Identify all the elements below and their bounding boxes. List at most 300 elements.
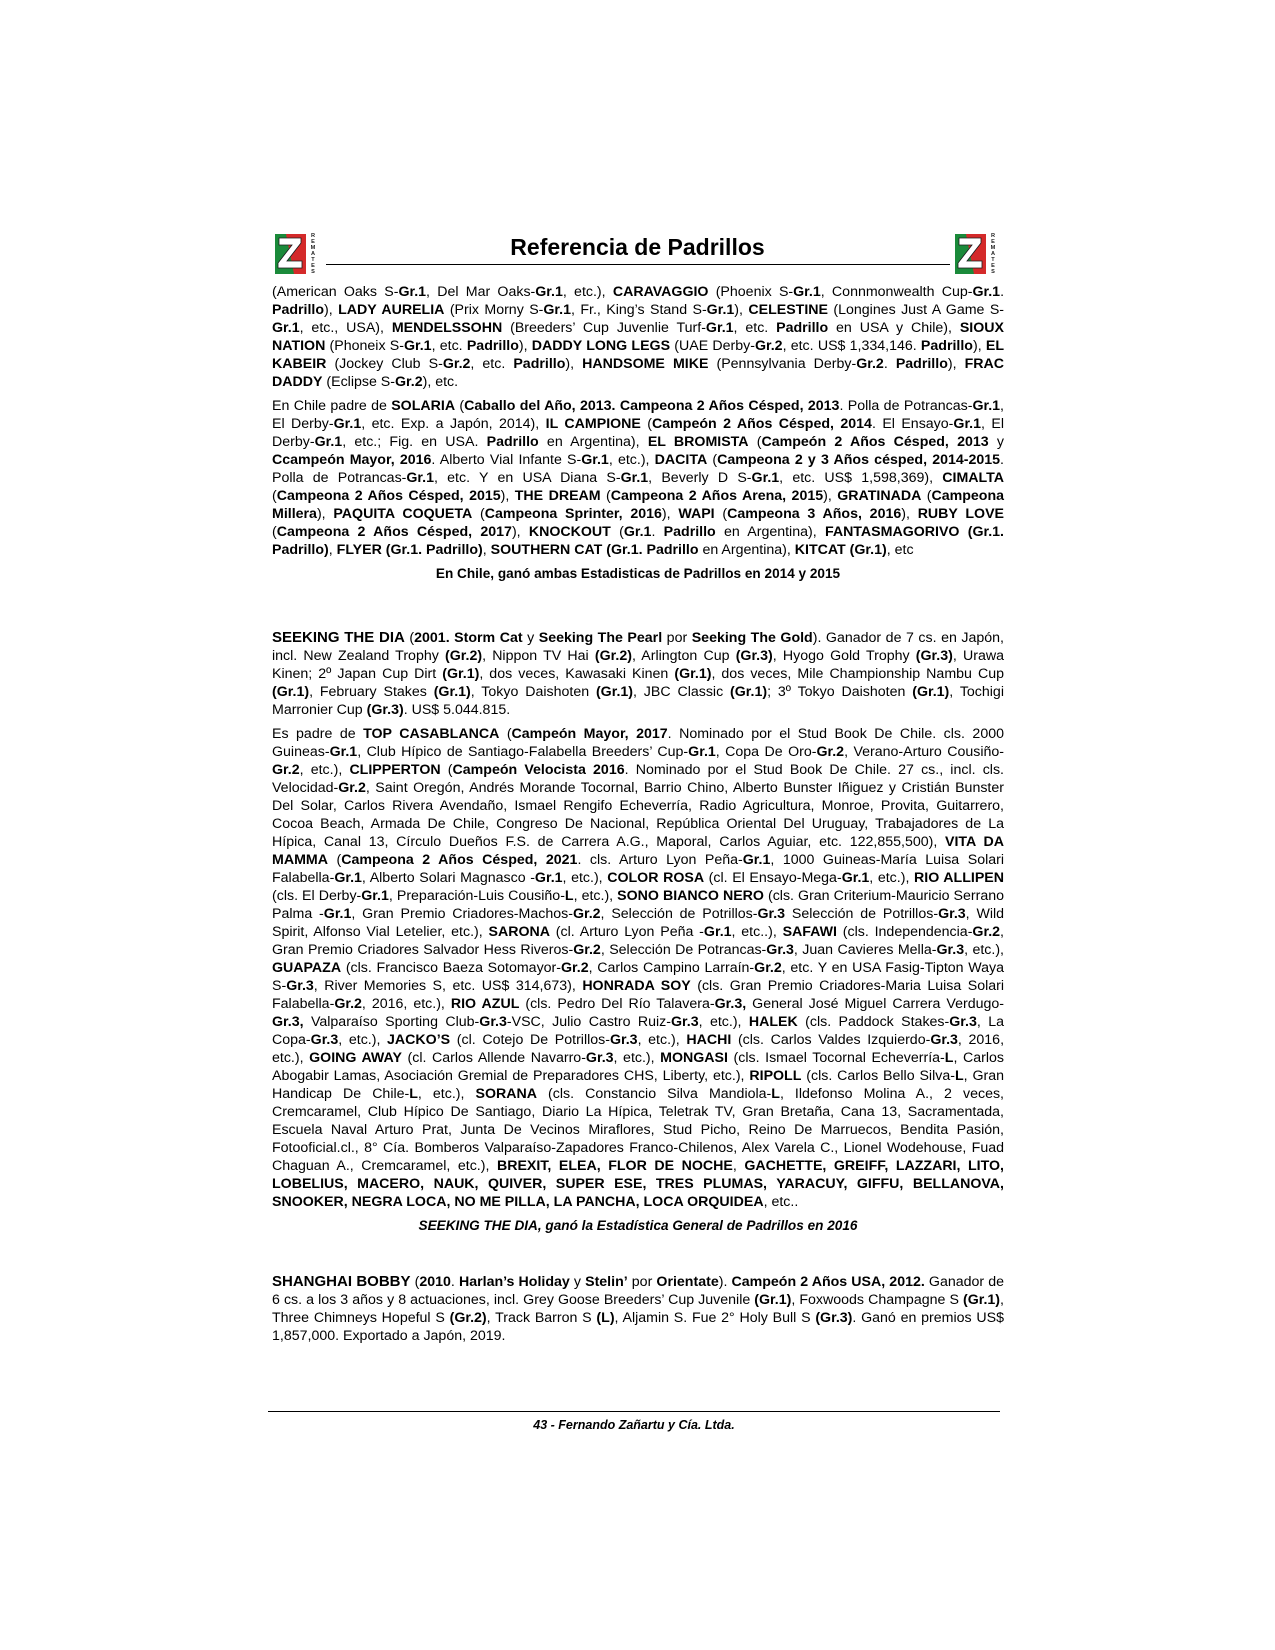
text-run: por — [662, 630, 692, 646]
bold-text: Seeking The Gold — [691, 630, 813, 646]
text-run: , etc.), — [964, 942, 1004, 958]
bold-text: GRATINADA — [837, 488, 922, 504]
document-body — [272, 283, 1004, 1351]
text-run: , Gran Premio Criadores-Machos- — [351, 906, 573, 922]
text-run: , etc.), — [562, 284, 613, 300]
bold-text: Padrillo — [663, 524, 716, 540]
bold-text: KITCAT (Gr.1) — [794, 542, 887, 558]
text-run: , etc.), — [869, 870, 914, 886]
text-run: ( — [472, 506, 485, 522]
bold-text: Gr.3 — [938, 906, 966, 922]
bold-text: Campeona 2 Años Arena, 2015 — [610, 488, 824, 504]
remates-logo-icon — [952, 228, 1002, 278]
bold-text: Gr.2 — [754, 960, 782, 976]
text-run: , Aljamin S. Fue 2° Holy Bull S — [614, 1310, 816, 1326]
bold-text: Gr.1 — [323, 906, 352, 922]
text-run: En Chile padre de — [272, 398, 392, 414]
text-run: ( — [921, 488, 932, 504]
text-run: Es padre de — [272, 726, 364, 742]
text-run: , 1000 Guineas-María Luisa Solari Falabella- — [272, 852, 1004, 886]
bold-text: Gr.1 — [272, 320, 300, 336]
text-run: , Connmonwealth Cup- — [820, 284, 973, 300]
bold-text: SAFAWI — [782, 924, 837, 940]
bold-text: Gr.1 — [406, 470, 434, 486]
bold-text: Gr.3, — [272, 1014, 304, 1030]
bold-text: Gr.1 — [688, 744, 716, 760]
text-run: , etc. US$ 1,598,369), — [779, 470, 943, 486]
text-run: , El Derby- — [272, 416, 1004, 450]
bold-text: (Gr.1) — [433, 684, 471, 700]
text-run: (Phoneix S- — [325, 338, 404, 354]
text-run: ), — [324, 302, 339, 318]
text-run: , etc.), — [698, 1014, 749, 1030]
text-run: , Urawa Kinen; 2º Japan Cup Dirt — [272, 648, 1004, 682]
text-run: , etc. Exp. a Japón, 2014), — [361, 416, 546, 432]
text-run: , Tokyo Daishoten — [470, 684, 596, 700]
bold-text: L — [564, 888, 574, 904]
bold-text: Gr.3 — [936, 942, 965, 958]
text-run: ( — [714, 506, 728, 522]
text-run: , — [482, 542, 491, 558]
text-run: , etc. — [733, 320, 777, 336]
bold-text: Campeona 2 Años Césped, 2015 — [276, 488, 501, 504]
bold-text: Gr.3 — [609, 1032, 638, 1048]
bold-text: (Gr.1) — [730, 684, 768, 700]
bold-text: SARONA — [488, 924, 550, 940]
text-run: (Eclipse S- — [322, 374, 395, 390]
text-run: , Selección De Potrancas- — [600, 942, 767, 958]
bold-text: SOLARIA — [391, 398, 456, 414]
text-run: , River Memories S, etc. US$ 314,673), — [313, 978, 583, 994]
text-run: , dos veces, Mile Championship Nambu Cup — [711, 666, 1004, 682]
text-run: , Wild Spirit, Alfonso Vial Letelier, etc.), — [272, 906, 1005, 940]
bold-text: KNOCKOUT — [528, 524, 611, 540]
remates-logo-icon — [272, 228, 322, 278]
footer-divider — [268, 1411, 1000, 1412]
text-run: , Juan Cavieres Mella- — [793, 942, 937, 958]
text-run: ), etc. — [422, 374, 459, 390]
svg-text:S: S — [991, 269, 995, 275]
bold-text: SIOUX NATION — [272, 320, 1004, 354]
bold-text: EL KABEIR — [272, 338, 1004, 372]
svg-text:R: R — [990, 233, 996, 239]
bold-text: IL CAMPIONE — [545, 416, 641, 432]
bold-text: FANTASMAGORIVO (Gr.1. Padrillo) — [272, 524, 1004, 558]
remates-logo — [952, 228, 1002, 278]
bold-text: Ccampeón Mayor, 2016 — [272, 452, 432, 468]
svg-text:E: E — [311, 239, 315, 245]
text-run: , Copa De Oro- — [715, 744, 817, 760]
bold-text: Gr.1 — [334, 870, 362, 886]
text-run: Selección de Potrillos- — [785, 906, 939, 922]
bold-text: Padrillo — [513, 356, 566, 372]
bold-text: (Gr.1) — [962, 1292, 1001, 1308]
text-run: en USA y Chile), — [828, 320, 960, 336]
bold-text: Gr.2 — [754, 338, 783, 354]
bold-text: JACKO’S — [387, 1032, 451, 1048]
text-run: . Polla de Potrancas- — [272, 452, 1004, 486]
text-run: , etc., USA), — [299, 320, 392, 336]
bold-text: Orientate — [656, 1274, 719, 1290]
text-run: ), — [901, 506, 918, 522]
text-run: , 2016, etc.), — [361, 996, 451, 1012]
bold-text: TOP CASABLANCA — [363, 726, 500, 742]
text-run: . cls. Arturo Lyon Peña- — [577, 852, 743, 868]
sire-entry — [272, 629, 1004, 719]
text-run: . US$ 5.044.815. — [403, 702, 511, 718]
text-run: , February Stakes — [309, 684, 434, 700]
bold-text: Padrillo — [895, 356, 948, 372]
text-run: ), — [565, 356, 583, 372]
text-run: , Selección de Potrillos- — [600, 906, 758, 922]
header-divider — [326, 264, 950, 265]
bold-text: COLOR ROSA — [607, 870, 705, 886]
bold-text: MENDELSSOHN — [391, 320, 503, 336]
text-run: , Carlos Abogabir Lamas, Asociación Gremial de Preparadores CHS, Liberty, etc.), — [272, 1050, 1004, 1084]
bold-text: (Gr.2) — [594, 648, 632, 664]
sire-name: SHANGHAI BOBBY — [272, 1273, 411, 1290]
text-run: , etc. US$ 1,334,146. — [782, 338, 921, 354]
bold-text: DACITA — [654, 452, 708, 468]
text-run: . Nominado por el Stud Book De Chile. 27 cs., incl. cls. Velocidad- — [272, 762, 1004, 796]
bold-text: Seeking The Pearl — [538, 630, 663, 646]
page-footer: 43 - Fernando Zañartu y Cía. Ltda. — [533, 1418, 735, 1432]
bold-text: Gr.3 — [286, 978, 314, 994]
text-run: , JBC Classic — [633, 684, 731, 700]
bold-text: Gr.1 — [581, 452, 609, 468]
text-run: (cls. Carlos Bello Silva- — [801, 1068, 955, 1084]
bold-text: Campeona 2 y 3 Años césped, 2014-2015 — [717, 452, 1001, 468]
bold-text: Gr.1 — [953, 416, 982, 432]
text-run: , etc.), — [562, 870, 608, 886]
text-run: (Prix Morny S- — [444, 302, 544, 318]
text-run: ), — [511, 524, 529, 540]
bold-text: Gr.3 — [930, 1032, 958, 1048]
text-run: , El Derby- — [272, 398, 1004, 432]
text-run: (cls. El Derby- — [272, 888, 362, 904]
text-run: (cl. Arturo Lyon Peña - — [549, 924, 704, 940]
bold-text: Gr.1 — [841, 870, 870, 886]
text-run: , Foxwoods Champagne S — [791, 1292, 963, 1308]
text-run: y — [569, 1274, 586, 1290]
text-run: por — [627, 1274, 657, 1290]
text-run: (cls. Constancio Silva Mandiola- — [537, 1086, 772, 1102]
text-run: , Beverly D S- — [648, 470, 752, 486]
svg-text:M: M — [990, 245, 996, 251]
section-spacer — [272, 1241, 1004, 1273]
svg-text:S: S — [311, 269, 315, 275]
bold-text: Gr.3 — [585, 1050, 614, 1066]
bold-text: RIO ALLIPEN — [914, 870, 1004, 886]
text-run: (cl. El Ensayo-Mega- — [704, 870, 842, 886]
bold-text: HACHI — [686, 1032, 732, 1048]
bold-text: DADDY LONG LEGS — [531, 338, 671, 354]
bold-text: Gr.3 — [949, 1014, 977, 1030]
bold-text: CELESTINE — [748, 302, 828, 318]
text-run: , etc.), — [613, 1050, 661, 1066]
text-run: ( — [600, 488, 611, 504]
text-run: (cl. Cotejo De Potrillos- — [450, 1032, 610, 1048]
text-run: ( — [707, 452, 718, 468]
text-run: . — [1000, 284, 1005, 300]
bold-text: Gr.1 — [535, 284, 563, 300]
text-run: ), — [972, 338, 986, 354]
text-run: ( — [610, 524, 624, 540]
paragraph — [272, 283, 1004, 391]
bold-text: CIMALTA — [942, 470, 1004, 486]
text-run: ). Ganador de 7 cs. en Japón, incl. New Zealand Trophy — [272, 630, 1004, 664]
text-run: , 2016, etc.), — [272, 1032, 1005, 1066]
bold-text: EL BROMISTA — [647, 434, 749, 450]
text-run: , Fr., King’s Stand S- — [571, 302, 707, 318]
text-run: . Ganó en premios US$ 1,857,000. Exportado a Japón, 2019. — [272, 1310, 1004, 1344]
bold-text: Gr.2 — [561, 960, 589, 976]
bold-text: (Gr.1) — [754, 1292, 792, 1308]
text-run: , — [328, 542, 337, 558]
bold-text: (Gr.1) — [595, 684, 634, 700]
paragraph — [272, 725, 1004, 1211]
text-run: , Gran Handicap De Chile- — [272, 1068, 1004, 1102]
bold-text: Gr.2 — [338, 780, 366, 796]
text-run: en Argentina), — [698, 542, 795, 558]
text-run: General José Miguel Carrera Verdugo- — [746, 996, 1004, 1012]
bold-text: PAQUITA COQUETA — [333, 506, 473, 522]
bold-text: GOING AWAY — [309, 1050, 402, 1066]
bold-text: Gr.2 — [573, 942, 601, 958]
bold-text: (Gr.3) — [735, 648, 773, 664]
svg-text:T: T — [311, 257, 315, 263]
text-run: ; 3º Tokyo Daishoten — [767, 684, 913, 700]
statistics-note: SEEKING THE DIA, ganó la Estadística General de Padrillos en 2016 — [418, 1218, 858, 1233]
text-run: y — [522, 630, 539, 646]
text-run: , Nippon TV Hai — [482, 648, 595, 664]
bold-text: FRAC DADDY — [272, 356, 1005, 390]
bold-text: Gr.2 — [572, 906, 601, 922]
bold-text: Gr.3 — [766, 942, 794, 958]
text-run: ), — [734, 302, 749, 318]
text-run: ( — [410, 1274, 420, 1290]
svg-text:R: R — [310, 233, 316, 239]
bold-text: Campeona 2 Años Césped, 2017 — [276, 524, 512, 540]
text-run: , etc. — [431, 338, 467, 354]
text-run: , etc.), — [608, 452, 655, 468]
bold-text: SORANA — [475, 1086, 537, 1102]
text-run: , etc..), — [731, 924, 783, 940]
bold-text: Campeón 2 Años Césped, 2014 — [652, 416, 872, 432]
bold-text: Gr.1 — [534, 870, 563, 886]
text-run: , Saint Oregón, Andrés Morande Tocornal, Barrio Chino, Alberto Bunster Iñiguez y Cristián Bunster Del Solar, Carlos Rivera Avendaño, Ismael Rengifo Echeverría, Radio Agricultura, Monroe, Provita, Guitarrero, Cocoa Beach, Armada De Chile, Congreso De Nacional, República Oriental Del Uruguay, Trabajadores de La Hípica, Canal 13, Círculo Dueños F.S. de Carrera A.G., Maporal, Carlos Aguiar, etc. 122,855,500), — [272, 780, 1004, 850]
text-run: (cls. Independencia- — [836, 924, 973, 940]
sire-entry — [272, 1273, 1004, 1345]
bold-text: Padrillo — [920, 338, 973, 354]
bold-text: Gr.1 — [706, 302, 735, 318]
bold-text: Gr.3, — [714, 996, 747, 1012]
text-run: (cls. Carlos Valdes Izquierdo- — [731, 1032, 931, 1048]
text-run: , Verano-Arturo Cousiño- — [844, 744, 1004, 760]
bold-text: Gr.3 — [671, 1014, 699, 1030]
text-run: ), — [500, 488, 515, 504]
bold-text: Padrillo — [776, 320, 829, 336]
bold-text: Campeona Sprinter, 2016 — [484, 506, 662, 522]
text-run: -VSC, Julio Castro Ruiz- — [506, 1014, 671, 1030]
text-run: ), — [518, 338, 532, 354]
bold-text: HALEK — [748, 1014, 798, 1030]
text-run: . — [883, 356, 896, 372]
bold-text: L — [771, 1086, 780, 1102]
bold-text: Gr.1 — [361, 888, 389, 904]
bold-text: Gr.1 — [703, 924, 732, 940]
bold-text: (Gr.3) — [815, 1310, 853, 1326]
bold-text: Gr.1 — [543, 302, 571, 318]
bold-text: Campeón 2 Años USA, 2012. — [731, 1274, 925, 1290]
text-run: , etc — [886, 542, 914, 558]
bold-text: BREXIT, ELEA, FLOR DE NOCHE — [496, 1158, 733, 1174]
bold-text: (Gr.1) — [674, 666, 712, 682]
text-run: (UAE Derby- — [670, 338, 755, 354]
bold-text: Harlan’s Holiday — [458, 1274, 570, 1290]
bold-text: Gr.1 — [620, 470, 649, 486]
text-run: , Carlos Campino Larraín- — [588, 960, 755, 976]
bold-text: (Gr.1) — [912, 684, 950, 700]
statistics-note: En Chile, ganó ambas Estadisticas de Padrillos en 2014 y 2015 — [435, 566, 841, 581]
text-run: , Club Hípico de Santiago-Falabella Breeders’ Cup- — [357, 744, 689, 760]
text-run: , Tochigi Marronier Cup — [272, 684, 1004, 718]
text-run: (cls. Ismael Tocornal Echeverría- — [727, 1050, 945, 1066]
text-run: . — [450, 1274, 459, 1290]
text-run: (Breeders’ Cup Juvenlie Turf- — [502, 320, 706, 336]
text-run: , Gran Premio Criadores Salvador Hess Riveros- — [272, 924, 1004, 958]
text-run: , etc.. — [763, 1194, 799, 1210]
remates-logo — [272, 228, 322, 278]
bold-text: (Gr.2) — [449, 1310, 487, 1326]
bold-text: Gr.1 — [623, 524, 652, 540]
bold-text: Gr.1 — [314, 434, 343, 450]
bold-text: Campeona 3 Años, 2016 — [727, 506, 902, 522]
bold-text: RIPOLL — [749, 1068, 802, 1084]
bold-text: Gr.1 — [333, 416, 362, 432]
sire-name: SEEKING THE DIA — [272, 629, 405, 646]
bold-text: Campeón Velocista 2016 — [452, 762, 625, 778]
text-run: (Pennsylvania Derby- — [708, 356, 857, 372]
text-run: (Longines Just A Game S- — [827, 302, 1005, 318]
bold-text: 2001. Storm Cat — [414, 630, 523, 646]
bold-text: SOUTHERN CAT (Gr.1. Padrillo — [490, 542, 699, 558]
text-run: , La Copa- — [272, 1014, 1004, 1048]
text-run: . Polla de Potrancas- — [839, 398, 973, 414]
svg-text:A: A — [310, 251, 316, 257]
text-run: (Phoenix S- — [708, 284, 794, 300]
bold-text: Gr.1 — [705, 320, 734, 336]
text-run: ( — [327, 852, 342, 868]
text-run: (cls. Pedro Del Río Talavera- — [519, 996, 715, 1012]
text-run: , etc.), — [417, 1086, 476, 1102]
bold-text: 2010 — [419, 1274, 451, 1290]
bold-text: THE DREAM — [514, 488, 601, 504]
bold-text: RUBY LOVE — [917, 506, 1005, 522]
text-run: , etc.), — [637, 1032, 687, 1048]
text-run: ), — [316, 506, 334, 522]
bold-text: Campeona Millera — [272, 488, 1005, 522]
bold-text: Caballo del Año, 2013. Campeona 2 Años Césped, 2013 — [464, 398, 840, 414]
svg-text:T: T — [991, 257, 995, 263]
text-run: , etc.), — [573, 888, 618, 904]
text-run: , dos veces, Kawasaki Kinen — [479, 666, 675, 682]
text-run: Valparaíso Sporting Club- — [303, 1014, 480, 1030]
text-run: , Del Mar Oaks- — [426, 284, 536, 300]
text-run: , etc.; Fig. en USA. — [342, 434, 487, 450]
text-run: ), — [823, 488, 838, 504]
bold-text: GACHETTE, GREIFF, LAZZARI, LITO, LOBELIUS, MACERO, NAUK, QUIVER, SUPER ESE, TRES PLUMAS, YARACUY, GIFFU, BELLANOVA, SNOOKER, NEGRA LOCA, NO ME PILLA, LA PANCHA, LOCA ORQUIDEA — [272, 1158, 1004, 1210]
section-spacer — [272, 589, 1004, 629]
bold-text: (Gr.2) — [445, 648, 483, 664]
bold-text: HANDSOME MIKE — [582, 356, 709, 372]
bold-text: Gr.2 — [334, 996, 362, 1012]
text-run: , Preparación-Luis Cousiño- — [388, 888, 565, 904]
bold-text: Gr.2 — [816, 744, 845, 760]
bold-text: Gr.1 — [972, 284, 1001, 300]
bold-text: Padrillo — [272, 302, 325, 318]
text-run: ( — [499, 726, 512, 742]
text-run: , etc. Y en USA Fasig-Tipton Waya S- — [272, 960, 1005, 994]
bold-text: Gr.1 — [972, 398, 1001, 414]
text-run: . El Ensayo- — [871, 416, 954, 432]
text-run: en Argentina), — [538, 434, 648, 450]
bold-text: (Gr.3) — [915, 648, 953, 664]
bold-text: Gr.2 — [972, 924, 1001, 940]
text-run: . Alberto Vial Infante S- — [431, 452, 582, 468]
bold-text: Gr.2 — [394, 374, 423, 390]
text-run: ( — [640, 416, 653, 432]
bold-text: Gr.3 — [479, 1014, 507, 1030]
text-run: ( — [440, 762, 453, 778]
text-run: , Arlington Cup — [631, 648, 736, 664]
text-run: (cls. Paddock Stakes- — [797, 1014, 950, 1030]
text-run: ), — [661, 506, 679, 522]
bold-text: Gr.1 — [751, 470, 780, 486]
text-run: ), — [947, 356, 965, 372]
text-run: , etc. — [470, 356, 514, 372]
bold-text: Gr.1 — [329, 744, 358, 760]
text-run: , Alberto Solari Magnasco - — [361, 870, 535, 886]
text-run: . Nominado por el Stud Book De Chile. cls. 2000 Guineas- — [272, 726, 1004, 760]
bold-text: CLIPPERTON — [349, 762, 441, 778]
bold-text: Campeón Mayor, 2017 — [511, 726, 668, 742]
svg-text:M: M — [310, 245, 316, 251]
text-run: , Ildefonso Molina A., 2 veces, Cremcaramel, Club Hípico De Santiago, Diario La Hípica, Teletrak TV, Gran Bretaña, Cana 13, Sacramentada, Escuela Naval Arturo Prat, Junta De Vecinos Miraflores, Stud Picho, Reino De Marruecos, Bendita Pasión, Fotooficial.cl., 8° Cía. Bomberos Valparaíso-Zapadores Franco-Chilenos, Alex Varela C., Lionel Wodehouse, Fuad Chaguan A., Cremcaramel, etc.), — [272, 1086, 1004, 1174]
text-run: , etc.), — [299, 762, 350, 778]
bold-text: LADY AURELIA — [338, 302, 445, 318]
text-run: (cls. Francisco Baeza Sotomayor- — [341, 960, 562, 976]
text-run: (cls. Gran Criterium-Mauricio Serrano Palma - — [272, 888, 1004, 922]
bold-text: (L) — [596, 1310, 615, 1326]
text-run: (American Oaks S- — [272, 284, 399, 300]
svg-text:E: E — [991, 263, 995, 269]
svg-text:E: E — [311, 263, 315, 269]
paragraph — [272, 397, 1004, 559]
text-run: . — [651, 524, 664, 540]
bold-text: Padrillo — [466, 338, 519, 354]
bold-text: Gr.3 — [757, 906, 786, 922]
text-run: y — [988, 434, 1004, 450]
text-run: ( — [272, 488, 277, 504]
text-run: ( — [748, 434, 762, 450]
bold-text: L — [944, 1050, 954, 1066]
bold-text: Padrillo — [486, 434, 539, 450]
bold-text: L — [954, 1068, 964, 1084]
bold-text: HONRADA SOY — [582, 978, 691, 994]
text-run: , etc.), — [338, 1032, 388, 1048]
text-run: (cls. Gran Premio Criadores-Maria Luisa Solari Falabella- — [272, 978, 1005, 1012]
